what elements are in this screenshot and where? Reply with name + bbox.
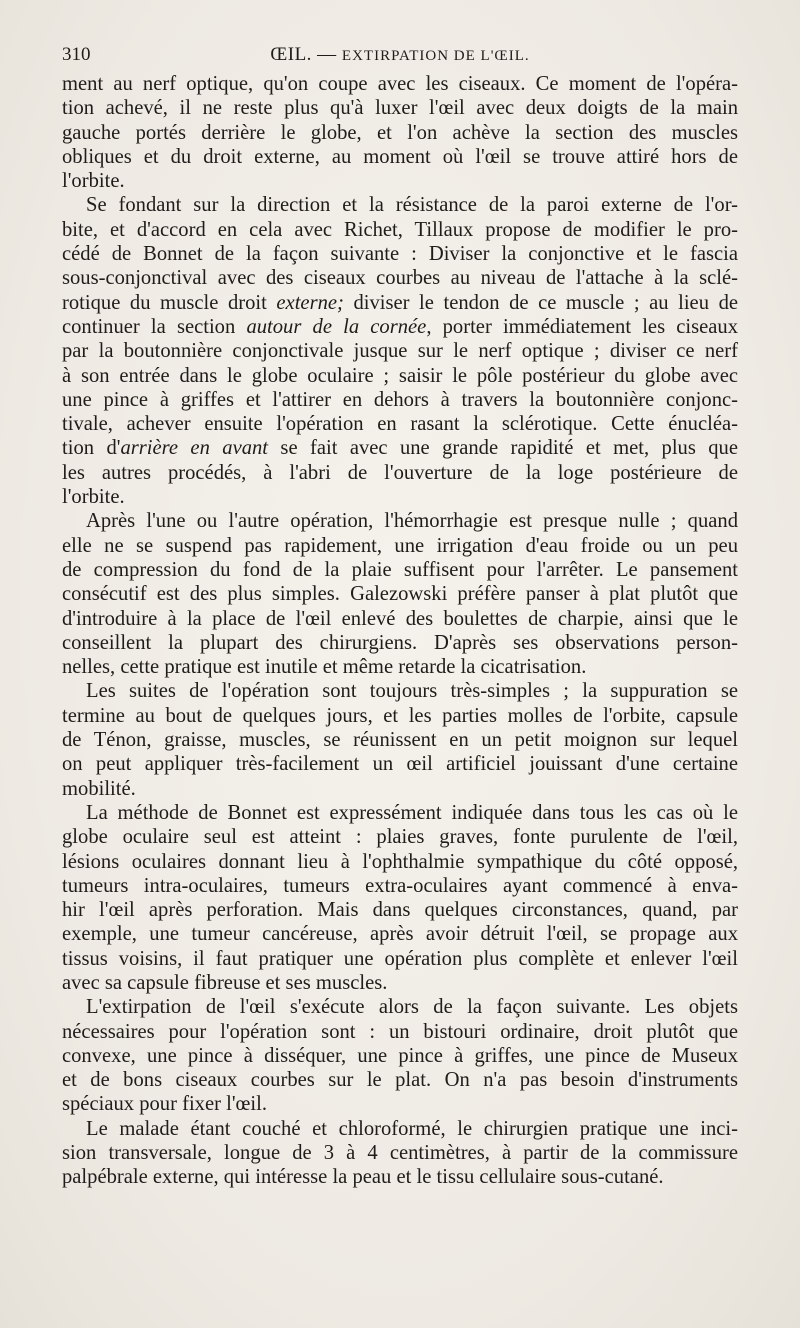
page-header [62,40,738,70]
text-line: globe oculaire seul est atteint : plaies graves, fonte purulente de l'œil, [62,826,738,849]
text-line: conseillent la plupart des chirurgiens. D'après ses observations person- [62,631,738,654]
text-line: La méthode de Bonnet est expressément indiquée dans tous les cas où le [86,801,738,824]
body-text [62,72,738,1190]
text-line: tivale, achever ensuite l'opération en rasant la sclérotique. Cette énucléa- [62,413,738,436]
text-line: continuer la section autour de la cornée, porter immédiatement les ciseaux [62,315,738,338]
text-line: une pince à griffes et l'attirer en dehors à travers la boutonnière conjonc- [62,388,738,411]
text-line: spéciaux pour fixer l'œil. [62,1093,268,1116]
paragraph [62,193,738,509]
text-line: de Ténon, graisse, muscles, se réunissent en un petit moignon sur lequel [62,729,738,752]
text-line: avec sa capsule fibreuse et ses muscles. [62,971,388,994]
text-line: et de bons ciseaux courbes sur le plat. On n'a pas besoin d'instruments [62,1069,738,1092]
text-line: Se fondant sur la direction et la résistance de la paroi externe de l'or- [86,194,738,217]
text-line: lésions oculaires donnant lieu à l'ophthalmie sympathique du côté opposé, [62,850,738,873]
text-line: d'introduire à la place de l'œil enlevé des boulettes de charpie, ainsi que le [62,607,738,630]
text-line: Le malade étant couché et chloroformé, le chirurgien pratique une inci- [86,1117,738,1140]
text-line: rotique du muscle droit externe; diviser le tendon de ce muscle ; au lieu de [62,291,738,314]
text-line: les autres procédés, à l'abri de l'ouverture de la loge postérieure de [62,461,738,484]
text-line: Les suites de l'opération sont toujours très-simples ; la suppuration se [86,680,738,703]
paragraph [62,679,738,800]
text-line: nécessaires pour l'opération sont : un bistouri ordinaire, droit plutôt que [62,1020,738,1043]
text-line: obliques et du droit externe, au moment où l'œil se trouve attiré hors de [62,145,738,168]
paragraph [62,509,738,679]
running-head-sub: EXTIRPATION DE L'ŒIL. [341,48,530,64]
text-line: Après l'une ou l'autre opération, l'hémorrhagie est presque nulle ; quand [86,510,738,533]
text-line: gauche portés derrière le globe, et l'on achève la section des muscles [62,121,738,144]
running-head-main: ŒIL. [270,44,312,65]
text-line: L'extirpation de l'œil s'exécute alors de la façon suivante. Les objets [86,996,738,1019]
paragraph [62,1117,738,1190]
text-line: mobilité. [62,777,136,800]
text-line: sion transversale, longue de 3 à 4 centimètres, à partir de la commissure [62,1142,738,1165]
text-line: par la boutonnière conjonctivale jusque sur le nerf optique ; diviser ce nerf [62,340,738,363]
text-line: palpébrale externe, qui intéresse la peau et le tissu cellulaire sous-cutané. [62,1166,664,1189]
text-line: nelles, cette pratique est inutile et même retarde la cicatrisation. [62,656,587,679]
paragraph [62,801,738,995]
text-line: hir l'œil après perforation. Mais dans quelques circonstances, quand, par [62,899,738,922]
running-head-separator: — [311,44,342,65]
text-line: exemple, une tumeur cancéreuse, après avoir détruit l'œil, se propage aux [62,923,738,946]
text-line: à son entrée dans le globe oculaire ; saisir le pôle postérieur du globe avec [62,364,738,387]
text-line: elle ne se suspend pas rapidement, une irrigation d'eau froide ou un peu [62,534,738,557]
text-line: sous-conjonctival avec des ciseaux courbes au niveau de l'attache à la sclé- [62,267,738,290]
text-line: convexe, une pince à disséquer, une pince à griffes, une pince de Museux [62,1044,738,1067]
text-line: on peut appliquer très-facilement un œil artificiel jouissant d'une certaine [62,753,738,776]
text-line: tissus voisins, il faut pratiquer une opération plus complète et enlever l'œil [62,947,738,970]
text-line: tion achevé, il ne reste plus qu'à luxer l'œil avec deux doigts de la main [62,97,738,120]
text-line: ment au nerf optique, qu'on coupe avec les ciseaux. Ce moment de l'opéra- [62,73,738,95]
text-line: termine au bout de quelques jours, et les parties molles de l'orbite, capsule [62,704,738,727]
text-line: cédé de Bonnet de la façon suivante : Diviser la conjonctive et le fascia [62,243,738,266]
text-line: consécutif est des plus simples. Galezowski préfère panser à plat plutôt que [62,583,738,606]
paragraph [62,995,738,1116]
page-number: 310 [62,44,91,65]
text-line: tion d'arrière en avant se fait avec une grande rapidité et met, plus que [62,437,738,460]
paragraph [62,72,738,193]
running-head [62,44,738,66]
text-line: l'orbite. [62,170,125,193]
text-line: bite, et d'accord en cela avec Richet, Tillaux propose de modifier le pro- [62,218,738,241]
text-line: l'orbite. [62,486,125,509]
text-line: de compression du fond de la plaie suffisent pour l'arrêter. Le pansement [62,558,738,581]
text-line: tumeurs intra-oculaires, tumeurs extra-oculaires ayant commencé à enva- [62,874,738,897]
